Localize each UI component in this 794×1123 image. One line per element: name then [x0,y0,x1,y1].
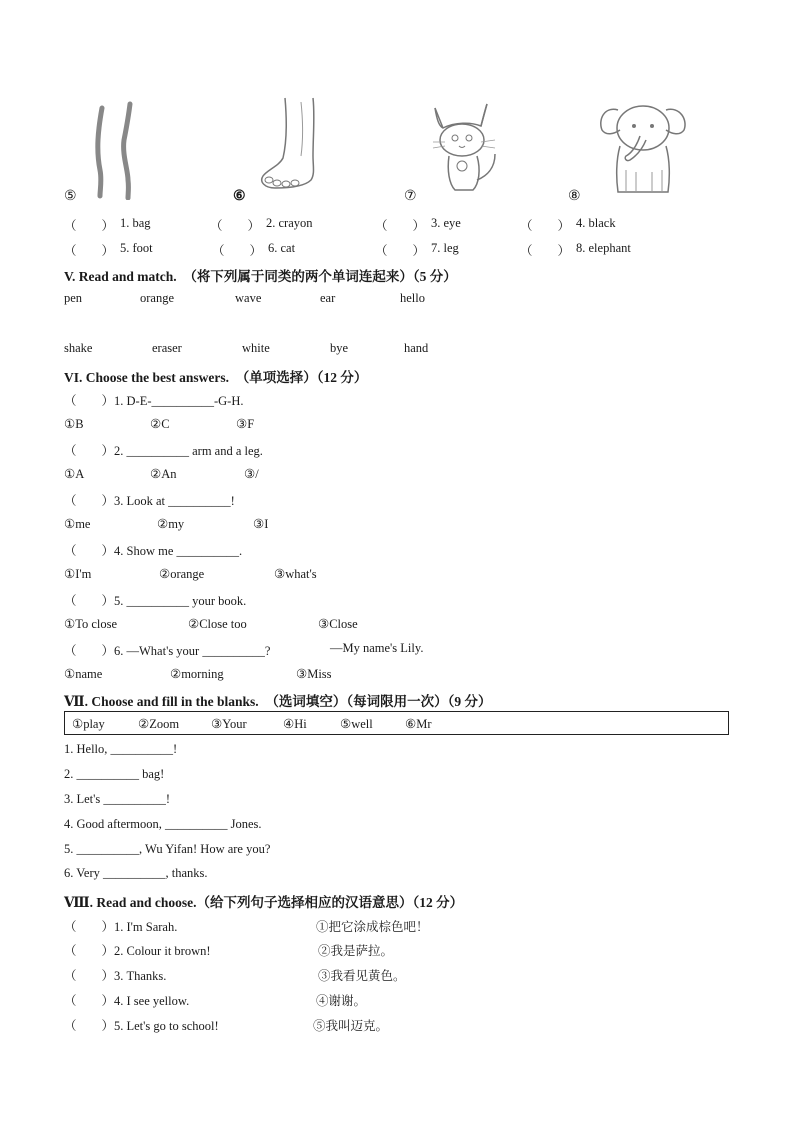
option: ②An [150,467,177,481]
word-option: ⑤well [340,717,373,731]
match-paren: （ ） [520,219,571,233]
word: eraser [152,341,182,355]
section-6-title: VI. Choose the best answers. （单项选择）（12 分） [64,370,368,385]
option: ③I [253,517,269,531]
sentence: （ ）1. I'm Sarah. [64,920,178,934]
option: ③/ [244,467,259,481]
match-paren: （ ） [375,219,426,233]
sentence: （ ）2. Colour it brown! [64,944,211,958]
picture-number: ⑤ [64,189,77,204]
option: ①B [64,417,84,431]
match-item: 2. crayon [266,216,313,230]
match-item: 7. leg [431,241,459,255]
picture-number: ⑥ [233,189,246,204]
fill-line: 4. Good aftermoon, __________ Jones. [64,817,262,831]
fill-line: 3. Let's __________! [64,792,171,806]
word: wave [235,291,262,305]
fill-line: 5. __________, Wu Yifan! How are you? [64,842,271,856]
question: （ ）1. D-E-__________-G-H. [64,394,244,408]
fill-line: 1. Hello, __________! [64,742,178,756]
match-paren: （ ） [212,244,263,258]
word: hand [404,341,429,355]
option: ③F [236,417,255,431]
translation: ②我是萨拉。 [318,944,394,958]
match-item: 5. foot [120,241,153,255]
option: ②orange [159,567,205,581]
option: ②morning [170,667,224,681]
cat-picture [425,100,505,196]
option: ③Miss [296,667,332,681]
fill-line: 6. Very __________, thanks. [64,866,208,880]
word: shake [64,341,93,355]
match-item: 8. elephant [576,241,631,255]
fill-line: 2. __________ bag! [64,767,165,781]
question: （ ）5. __________ your book. [64,594,247,608]
match-paren: （ ） [520,244,571,258]
word-option: ④Hi [283,717,307,731]
option: ②my [157,517,185,531]
match-item: 3. eye [431,216,461,230]
section-5-title: V. Read and match. （将下列属于同类的两个单词连起来）（5 分） [64,269,457,284]
question: （ ）6. —What's your __________? [64,644,271,658]
match-paren: （ ） [64,219,115,233]
question: （ ）3. Look at __________! [64,494,235,508]
option: ②Close too [188,617,247,631]
option: ③what's [274,567,317,581]
translation: ⑤我叫迈克。 [313,1019,389,1033]
match-item: 6. cat [268,241,296,255]
translation: ①把它涂成棕色吧！ [316,920,429,934]
word-option: ⑥Mr [405,717,432,731]
word: bye [330,341,349,355]
word: white [242,341,270,355]
sentence: （ ）4. I see yellow. [64,994,190,1008]
word: hello [400,291,425,305]
word: ear [320,291,336,305]
option: ①name [64,667,103,681]
elephant-picture [596,100,691,200]
legs-picture [88,100,163,200]
translation: ④谢谢。 [316,994,367,1008]
word-option: ②Zoom [138,717,180,731]
section-8-title: Ⅷ. Read and choose.（给下列句子选择相应的汉语意思）（12 分） [64,895,464,910]
translation: ③我看见黄色。 [318,969,406,983]
option: ①A [64,467,85,481]
option: ②C [150,417,170,431]
word: pen [64,291,83,305]
word-option: ①play [72,717,105,731]
match-paren: （ ） [210,219,261,233]
section-7-title: Ⅶ. Choose and fill in the blanks. （选词填空）（每词限用一次）（9 分） [64,694,492,709]
question-answer: —My name's Lily. [330,641,424,655]
word-option: ③Your [211,717,247,731]
picture-number: ⑧ [568,189,581,204]
sentence: （ ）3. Thanks. [64,969,167,983]
match-item: 1. bag [120,216,151,230]
question: （ ）2. __________ arm and a leg. [64,444,263,458]
option: ①I'm [64,567,92,581]
match-paren: （ ） [64,244,115,258]
option: ①me [64,517,91,531]
question: （ ）4. Show me __________. [64,544,243,558]
word: orange [140,291,175,305]
option: ③Close [318,617,358,631]
match-item: 4. black [576,216,616,230]
sentence: （ ）5. Let's go to school! [64,1019,219,1033]
option: ①To close [64,617,118,631]
match-paren: （ ） [375,244,426,258]
foot-picture [255,96,325,196]
picture-number: ⑦ [404,189,417,204]
